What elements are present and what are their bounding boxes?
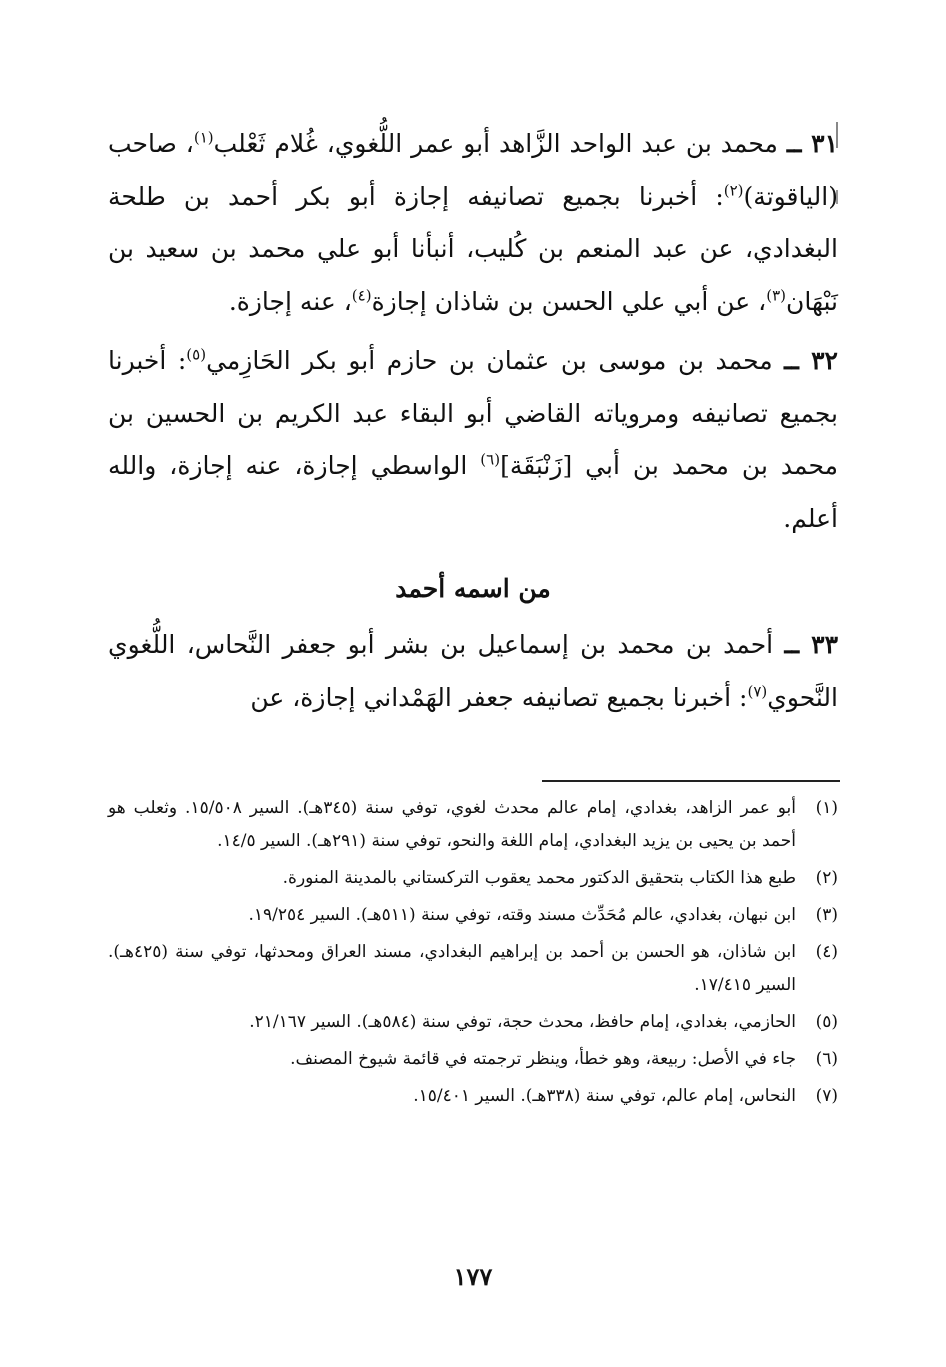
entry-text: محمد بن موسى بن عثمان بن حازم أبو بكر الحَازِمي <box>206 346 773 375</box>
footnote-item <box>108 792 838 858</box>
footnote-ref[interactable]: (٣) <box>766 286 786 305</box>
entry-number: ٣١ ــ <box>786 129 838 158</box>
footnote-number: (١) <box>815 798 838 818</box>
footnote-item <box>108 862 838 895</box>
footnote-text: طبع هذا الكتاب بتحقيق الدكتور محمد يعقوب التركستاني بالمدينة المنورة. <box>282 868 796 888</box>
footnote-text: الحازمي، بغدادي، إمام حافظ، محدث حجة، توفي سنة (٥٨٤هـ). السير ٢١/١٦٧. <box>249 1012 796 1032</box>
footnote-text: النحاس، إمام عالم، توفي سنة (٣٣٨هـ). السير ١٥/٤٠١. <box>413 1086 796 1106</box>
footnote-number: (٣) <box>815 905 838 925</box>
footnote-text: ابن نبهان، بغدادي، عالم مُحَدِّث مسند وقته، توفي سنة (٥١١هـ). السير ١٩/٢٥٤. <box>248 905 796 925</box>
entry-number: ٣٢ ــ <box>784 346 838 375</box>
entry-text: محمد بن عبد الواحد الزَّاهد أبو عمر اللُّغوي، غُلام ثَعْلب <box>213 129 778 158</box>
footnote-separator <box>542 780 840 782</box>
entry-number: ٣٣ ــ <box>784 630 839 659</box>
footnote-ref[interactable]: (٢) <box>723 181 744 200</box>
footnote-item <box>108 899 838 932</box>
footnote-ref[interactable]: (٥) <box>186 345 207 364</box>
footnote-item <box>108 1006 838 1039</box>
footnote-item <box>108 1043 838 1076</box>
main-text <box>108 118 838 724</box>
footnote-ref[interactable]: (٦) <box>480 450 501 469</box>
entry-33 <box>108 619 838 724</box>
footnote-ref[interactable]: (٤) <box>351 286 372 305</box>
footnote-item <box>108 936 838 1002</box>
entry-text: أحمد بن محمد بن إسماعيل بن بشر أبو جعفر النَّحاس، اللُّغوي النَّحوي <box>108 630 838 712</box>
entry-31 <box>108 118 838 328</box>
footnotes <box>108 792 838 1117</box>
entry-text: : أخبرنا بجميع تصانيفه جعفر الهَمْداني إجازة، عن <box>250 682 748 712</box>
footnote-text: أبو عمر الزاهد، بغدادي، إمام عالم محدث لغوي، توفي سنة (٣٤٥هـ). السير ١٥/٥٠٨. وثعلب هو أحمد بن يحيى بن يزيد البغدادي، إمام اللغة والنحو، توفي سنة (٢٩١هـ). السير ١٤/٥. <box>108 798 796 851</box>
footnote-text: جاء في الأصل: ربيعة، وهو خطأ، وينظر ترجمته في قائمة شيوخ المصنف. <box>290 1049 796 1069</box>
entry-text: : أخبرنا بجميع تصانيفه إجازة أبو بكر أحمد بن طلحة البغدادي، عن عبد المنعم بن كُليب، أنبأنا أبو علي محمد بن سعيد بن نَبْهَان <box>108 181 838 316</box>
footnote-number: (٥) <box>815 1012 838 1032</box>
footnote-ref[interactable]: (١) <box>193 128 214 147</box>
entry-text: ، عن أبي علي الحسن بن شاذان إجازة <box>371 286 767 316</box>
page-number: ١٧٧ <box>453 1262 493 1291</box>
footnote-number: (٦) <box>815 1049 838 1069</box>
entry-text: الواسطي إجازة، عنه إجازة، والله أعلم. <box>108 451 838 533</box>
footnote-number: (٤) <box>815 942 838 962</box>
entry-text: ، عنه إجازة. <box>228 286 352 316</box>
footnote-number: (٧) <box>815 1086 838 1106</box>
section-heading: من اسمه أحمد <box>395 574 551 603</box>
footnote-item <box>108 1080 838 1113</box>
footnote-number: (٢) <box>815 868 838 888</box>
entry-text: : أخبرنا بجميع تصانيفه ومروياته القاضي أبو البقاء عبد الكريم بن الحسين بن محمد بن محمد بن أبي [زَنْبَقَة] <box>108 346 838 480</box>
footnote-text: ابن شاذان، هو الحسن بن أحمد بن إبراهيم البغدادي، مسند العراق ومحدثها، توفي سنة (٤٢٥هـ). السير ١٧/٤١٥. <box>108 942 796 995</box>
entry-text: ، صاحب (الياقوتة) <box>108 129 838 211</box>
footnote-ref[interactable]: (٧) <box>747 682 768 701</box>
entry-32 <box>108 335 838 545</box>
